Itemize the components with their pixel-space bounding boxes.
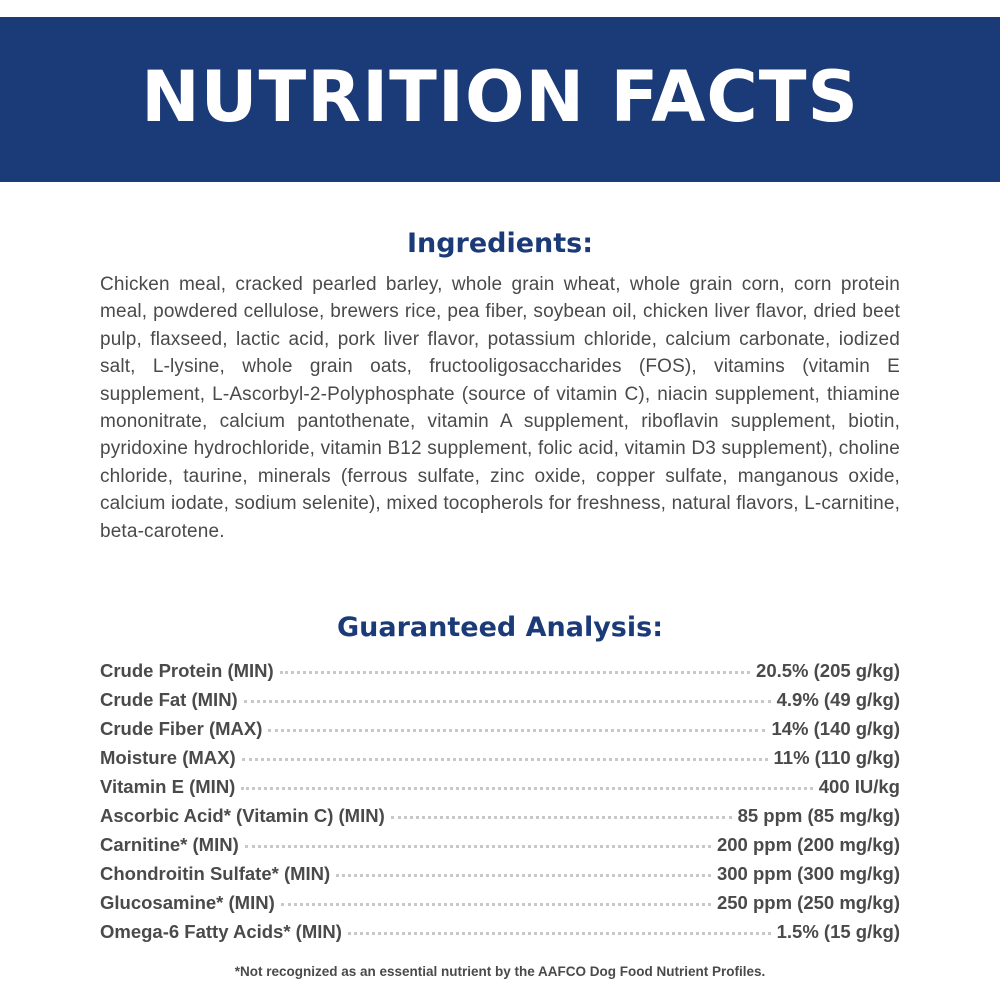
dot-leader [245,845,711,848]
dot-leader [281,903,711,906]
analysis-label: Moisture (MAX) [100,747,236,768]
guaranteed-analysis-heading: Guaranteed Analysis: [336,612,663,643]
dot-leader [244,700,771,703]
analysis-label: Crude Protein (MIN) [100,660,274,681]
analysis-row-chondroitin-sulfate [100,863,900,892]
analysis-value: 300 ppm (300 mg/kg) [716,863,900,884]
dot-leader [241,787,812,790]
analysis-row-crude-fat [100,689,900,718]
analysis-row-crude-protein [100,660,900,689]
analysis-value: 200 ppm (200 mg/kg) [716,834,900,855]
dot-leader [336,874,711,877]
analysis-label: Glucosamine* (MIN) [100,892,275,913]
analysis-label: Omega-6 Fatty Acids* (MIN) [100,921,342,942]
dot-leader [391,816,732,819]
analysis-value: 1.5% (15 g/kg) [776,921,900,942]
analysis-row-glucosamine [100,892,900,921]
dot-leader [348,932,771,935]
analysis-value: 250 ppm (250 mg/kg) [716,892,900,913]
analysis-value: 11% (110 g/kg) [773,747,900,768]
analysis-row-omega-6 [100,921,900,950]
analysis-row-crude-fiber [100,718,900,747]
analysis-label: Chondroitin Sulfate* (MIN) [100,863,331,884]
analysis-label: Crude Fat (MIN) [100,689,238,710]
ingredients-heading: Ingredients: [406,228,594,259]
analysis-label: Ascorbic Acid* (Vitamin C) (MIN) [100,805,385,826]
analysis-value: 85 ppm (85 mg/kg) [737,805,900,826]
dot-leader [242,758,768,761]
analysis-value: 400 IU/kg [818,776,900,797]
guaranteed-analysis-table [100,660,900,950]
analysis-label: Carnitine* (MIN) [100,834,239,855]
analysis-value: 20.5% (205 g/kg) [756,660,900,681]
analysis-row-carnitine [100,834,900,863]
analysis-row-moisture [100,747,900,776]
ingredients-text: Chicken meal, cracked pearled barley, whole grain wheat, whole grain corn, corn protein meal, powdered cellulose, brewers rice, pea fiber, soybean oil, chicken liver flavor, dried beet pulp, flaxseed, lactic acid, pork liver flavor, potassium chloride, calcium carbonate, iodized salt, L-lysine, whole grain oats, fructooligosaccharides (FOS), vitamins (vitamin E supplement, L-Ascorbyl-2-Polyphosphate (source of vitamin C), niacin supplement, thiamine mononitrate, calcium pantothenate, vitamin A supplement, riboflavin supplement, biotin, pyridoxine hydrochloride, vitamin B12 supplement, folic acid, vitamin D3 supplement), choline chloride, taurine, minerals (ferrous sulfate, zinc oxide, copper sulfate, manganous oxide, calcium iodate, sodium selenite), mixed tocopherols for freshness, natural flavors, L-carnitine, beta-carotene. [100,274,900,542]
footnote: *Not recognized as an essential nutrient by the AAFCO Dog Food Nutrient Profiles. [234,964,766,979]
dot-leader [280,671,750,674]
analysis-value: 4.9% (49 g/kg) [776,689,900,710]
analysis-label: Crude Fiber (MAX) [100,718,263,739]
analysis-label: Vitamin E (MIN) [100,776,236,797]
page-title: NUTRITION FACTS [141,55,859,138]
analysis-row-ascorbic-acid [100,805,900,834]
dot-leader [268,729,765,732]
analysis-value: 14% (140 g/kg) [771,718,900,739]
title-banner [0,17,1000,182]
analysis-row-vitamin-e [100,776,900,805]
